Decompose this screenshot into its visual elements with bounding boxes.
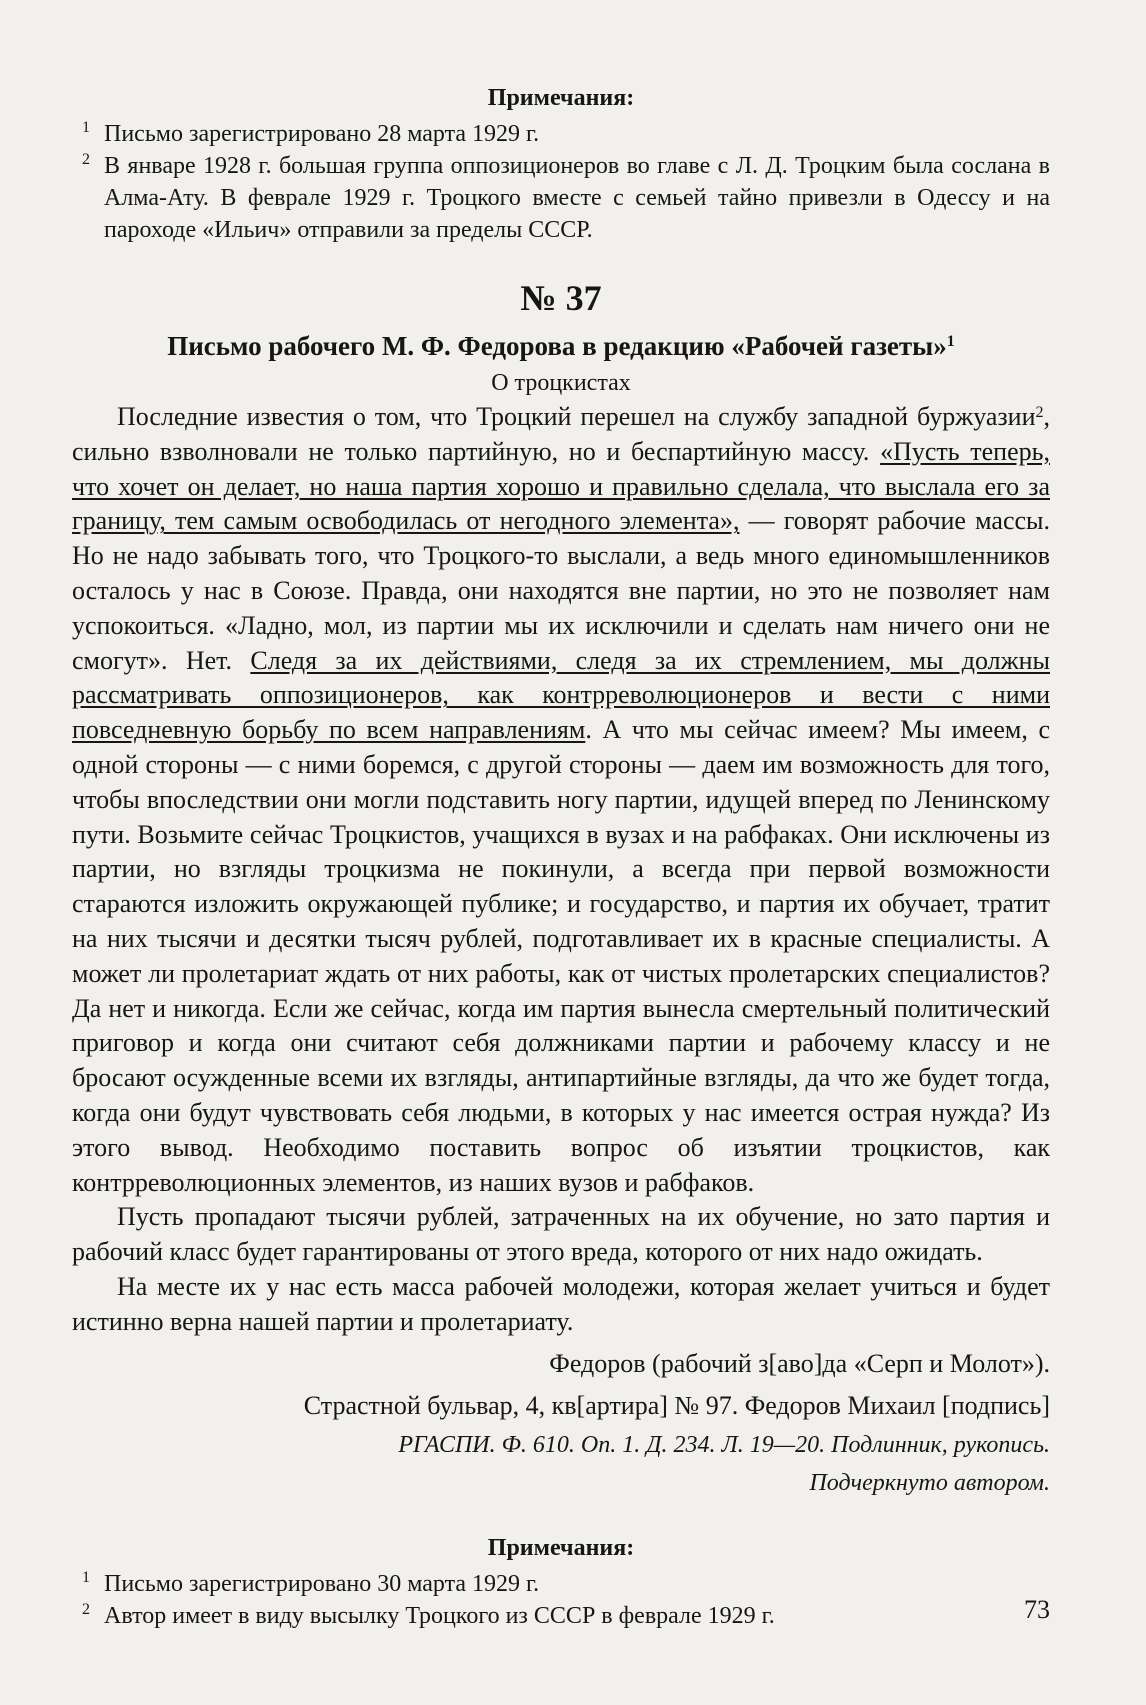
footnote-ref: 2 bbox=[1035, 404, 1044, 421]
footnote-number: 2 bbox=[82, 151, 90, 168]
footnote-text: Письмо зарегистрировано 28 марта 1929 г. bbox=[104, 121, 540, 147]
text-run: , сильно взволновали не только партийную, но и беспартийную массу. bbox=[72, 402, 1050, 466]
address-line: Страстной бульвар, 4, кв[артира] № 97. Федоров Михаил [подпись] bbox=[303, 1390, 1050, 1420]
bottom-notes bbox=[72, 1532, 1050, 1632]
footnote-number: 2 bbox=[82, 1600, 90, 1618]
underlined-quote: «Пусть теперь, что хочет он делает, но наша партия хорошо и правильно сделала, что выслала его за границу, тем самым освободилась от негодного элемента», bbox=[72, 436, 1050, 536]
underlined-passage: Следя за их действиями, следя за их стремлением, мы должны рассматривать оппозиционеров, как контрреволюционеров и вести с ними повседневную борьбу по всем направлениям bbox=[72, 645, 1050, 745]
body-paragraph-1 bbox=[72, 400, 1050, 1200]
top-notes bbox=[72, 82, 1050, 246]
footnote bbox=[72, 118, 1050, 150]
document-title-text: Письмо рабочего М. Ф. Федорова в редакцию «Рабочей газеты» bbox=[167, 331, 947, 361]
underline-note: Подчеркнуто автором. bbox=[809, 1469, 1050, 1496]
text-run: . А что мы сейчас имеем? Мы имеем, с одной стороны — с ними боремся, с другой стороны — даем им возможность для того, чтобы впоследствии они могли подставить ногу партии, идущей вперед по Ленинскому пути. Возьмите сейчас Троцкистов, учащихся в вузах и на рабфаках. Они исключены из партии, но взгляды троцкизма не покинули, а всегда при первой возможности стараются изложить окружающей публике; и государство, и партия их обучает, тратит на них тысячи и десятки тысяч рублей, подготавливает их в красные специалисты. А может ли пролетариат ждать от них работы, как от чистых пролетарских специалистов? Да нет и никогда. Если же сейчас, когда им партия вынесла смертельный политический приговор и когда они считают себя должниками партии и рабочему классу и не бросают осужденные всеми их взгляды, антипартийные взгляды, да что же будет тогда, когда они будут чувствовать себя людьми, в которых у нас имеется острая нужда? Из этого вывод. Необходимо поставить вопрос об изъятии троцкистов, как контрреволюционных элементов, из наших вузов и рабфаков. bbox=[72, 715, 1050, 1197]
document-title bbox=[72, 328, 1050, 364]
page-number: 73 bbox=[1024, 1595, 1050, 1624]
book-page bbox=[72, 82, 1050, 1632]
text-run: Последние известия о том, что Троцкий перешел на службу западной буржуазии bbox=[117, 402, 1036, 431]
notes-title: Примечания: bbox=[487, 1534, 635, 1561]
signature: Федоров (рабочий з[аво]да «Серп и Молот»). bbox=[549, 1348, 1050, 1378]
document-subtitle: О троцкистах bbox=[491, 370, 631, 396]
footnote-text: Письмо зарегистрировано 30 марта 1929 г. bbox=[104, 1570, 540, 1597]
title-footnote-ref: 1 bbox=[946, 333, 955, 350]
footnote bbox=[72, 150, 1050, 246]
footnote-text: В январе 1928 г. большая группа оппозиционеров во главе с Л. Д. Троцким была сослана в Алма-Ату. В феврале 1929 г. Троцкого вместе с семьей тайно привезли в Одессу и на пароходе «Ильич» отправили за пределы СССР. bbox=[104, 153, 1050, 243]
footnote bbox=[72, 1600, 1050, 1632]
archive-source: РГАСПИ. Ф. 610. Оп. 1. Д. 234. Л. 19—20. Подлинник, рукопись. bbox=[398, 1431, 1050, 1458]
text-run: — говорят рабочие массы. Но не надо забывать того, что Троцкого-то выслали, а ведь много единомышленников осталось у нас в Союзе. Правда, они находятся вне партии, но это не позволяет нам успокоиться. «Ладно, мол, из партии мы их исключили и сделать нам ничего они не смогут». Нет. bbox=[72, 506, 1050, 675]
footnote-number: 1 bbox=[82, 1568, 90, 1586]
document-number: № 37 bbox=[520, 278, 602, 318]
notes-title: Примечания: bbox=[487, 85, 635, 111]
body-paragraph-2: Пусть пропадают тысячи рублей, затраченных на их обучение, но зато партия и рабочий класс будет гарантированы от этого вреда, которого от них надо ожидать. bbox=[72, 1202, 1050, 1267]
footnote-text: Автор имеет в виду высылку Троцкого из СССР в феврале 1929 г. bbox=[104, 1602, 775, 1629]
body-paragraph-3: На месте их у нас есть масса рабочей молодежи, которая желает учиться и будет истинно верна нашей партии и пролетариату. bbox=[72, 1271, 1050, 1336]
footnote-number: 1 bbox=[82, 119, 90, 136]
footnote bbox=[72, 1568, 1050, 1600]
